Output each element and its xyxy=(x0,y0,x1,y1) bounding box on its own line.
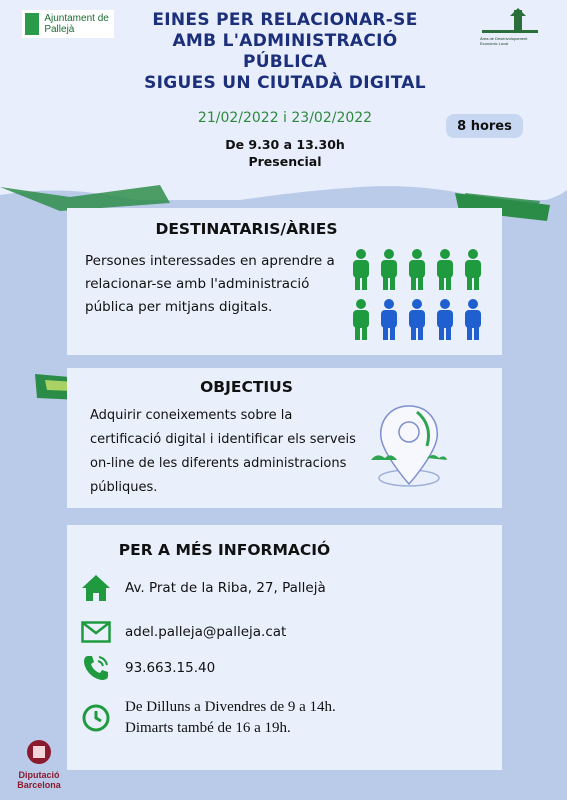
hours-badge: 8 hores xyxy=(446,114,523,138)
course-mode: Presencial xyxy=(248,154,322,169)
location-pin-icon xyxy=(367,398,447,498)
ajuntament-emblem-icon xyxy=(25,13,39,35)
destinataris-title: DESTINATARIS/ÀRIES xyxy=(155,220,338,238)
info-card xyxy=(67,525,502,770)
hours-row xyxy=(81,697,336,739)
ajuntament-logo xyxy=(22,10,114,38)
destinataris-text: Persones interessades en aprendre a relacionar-se amb l'administració pública per mitjans digitals. xyxy=(85,253,335,315)
adel-logo-text: Àrea de Desenvolupament Econòmic Local xyxy=(480,36,528,46)
destinataris-card xyxy=(67,208,502,355)
diputacio-logo xyxy=(10,738,68,793)
course-time: De 9.30 a 13.30h xyxy=(225,137,345,152)
title-line-3: PÚBLICA xyxy=(242,52,328,72)
info-title: PER A MÉS INFORMACIÓ xyxy=(118,541,331,559)
title-line-2: AMB L'ADMINISTRACIÓ xyxy=(172,31,398,51)
diputacio-emblem-icon xyxy=(26,738,52,766)
diputacio-logo-text: Diputació Barcelona xyxy=(17,770,61,790)
title-line-4: SIGUES UN CIUTADÀ DIGITAL xyxy=(144,73,426,93)
email-text[interactable]: adel.palleja@palleja.cat xyxy=(125,624,287,640)
phone-icon xyxy=(81,653,111,683)
objectius-text: Adquirir coneixements sobre la certificació digital i identificar els serveis on-line de les diferents administracions públiques. xyxy=(90,408,356,495)
home-icon xyxy=(81,573,111,603)
phone-row xyxy=(81,653,215,683)
address-text: Av. Prat de la Riba, 27, Pallejà xyxy=(125,580,326,596)
course-dates: 21/02/2022 i 23/02/2022 xyxy=(197,110,373,126)
title-line-1: EINES PER RELACIONAR-SE xyxy=(152,10,418,30)
adel-logo xyxy=(480,8,540,62)
email-row xyxy=(81,617,286,647)
objectius-title: OBJECTIUS xyxy=(200,378,293,396)
objectius-card xyxy=(67,368,502,508)
hours-text xyxy=(125,697,336,739)
envelope-icon xyxy=(81,617,111,647)
page-title xyxy=(110,10,460,94)
tower-icon xyxy=(480,8,540,36)
address-row xyxy=(81,573,326,603)
people-icon xyxy=(349,248,489,343)
hours-line-1: De Dilluns a Divendres de 9 a 14h. xyxy=(125,699,336,715)
ajuntament-logo-text: Ajuntament de Pallejà xyxy=(44,13,109,35)
phone-text[interactable]: 93.663.15.40 xyxy=(125,660,216,676)
hours-line-2: Dimarts també de 16 a 19h. xyxy=(125,720,291,736)
clock-icon xyxy=(81,703,111,733)
